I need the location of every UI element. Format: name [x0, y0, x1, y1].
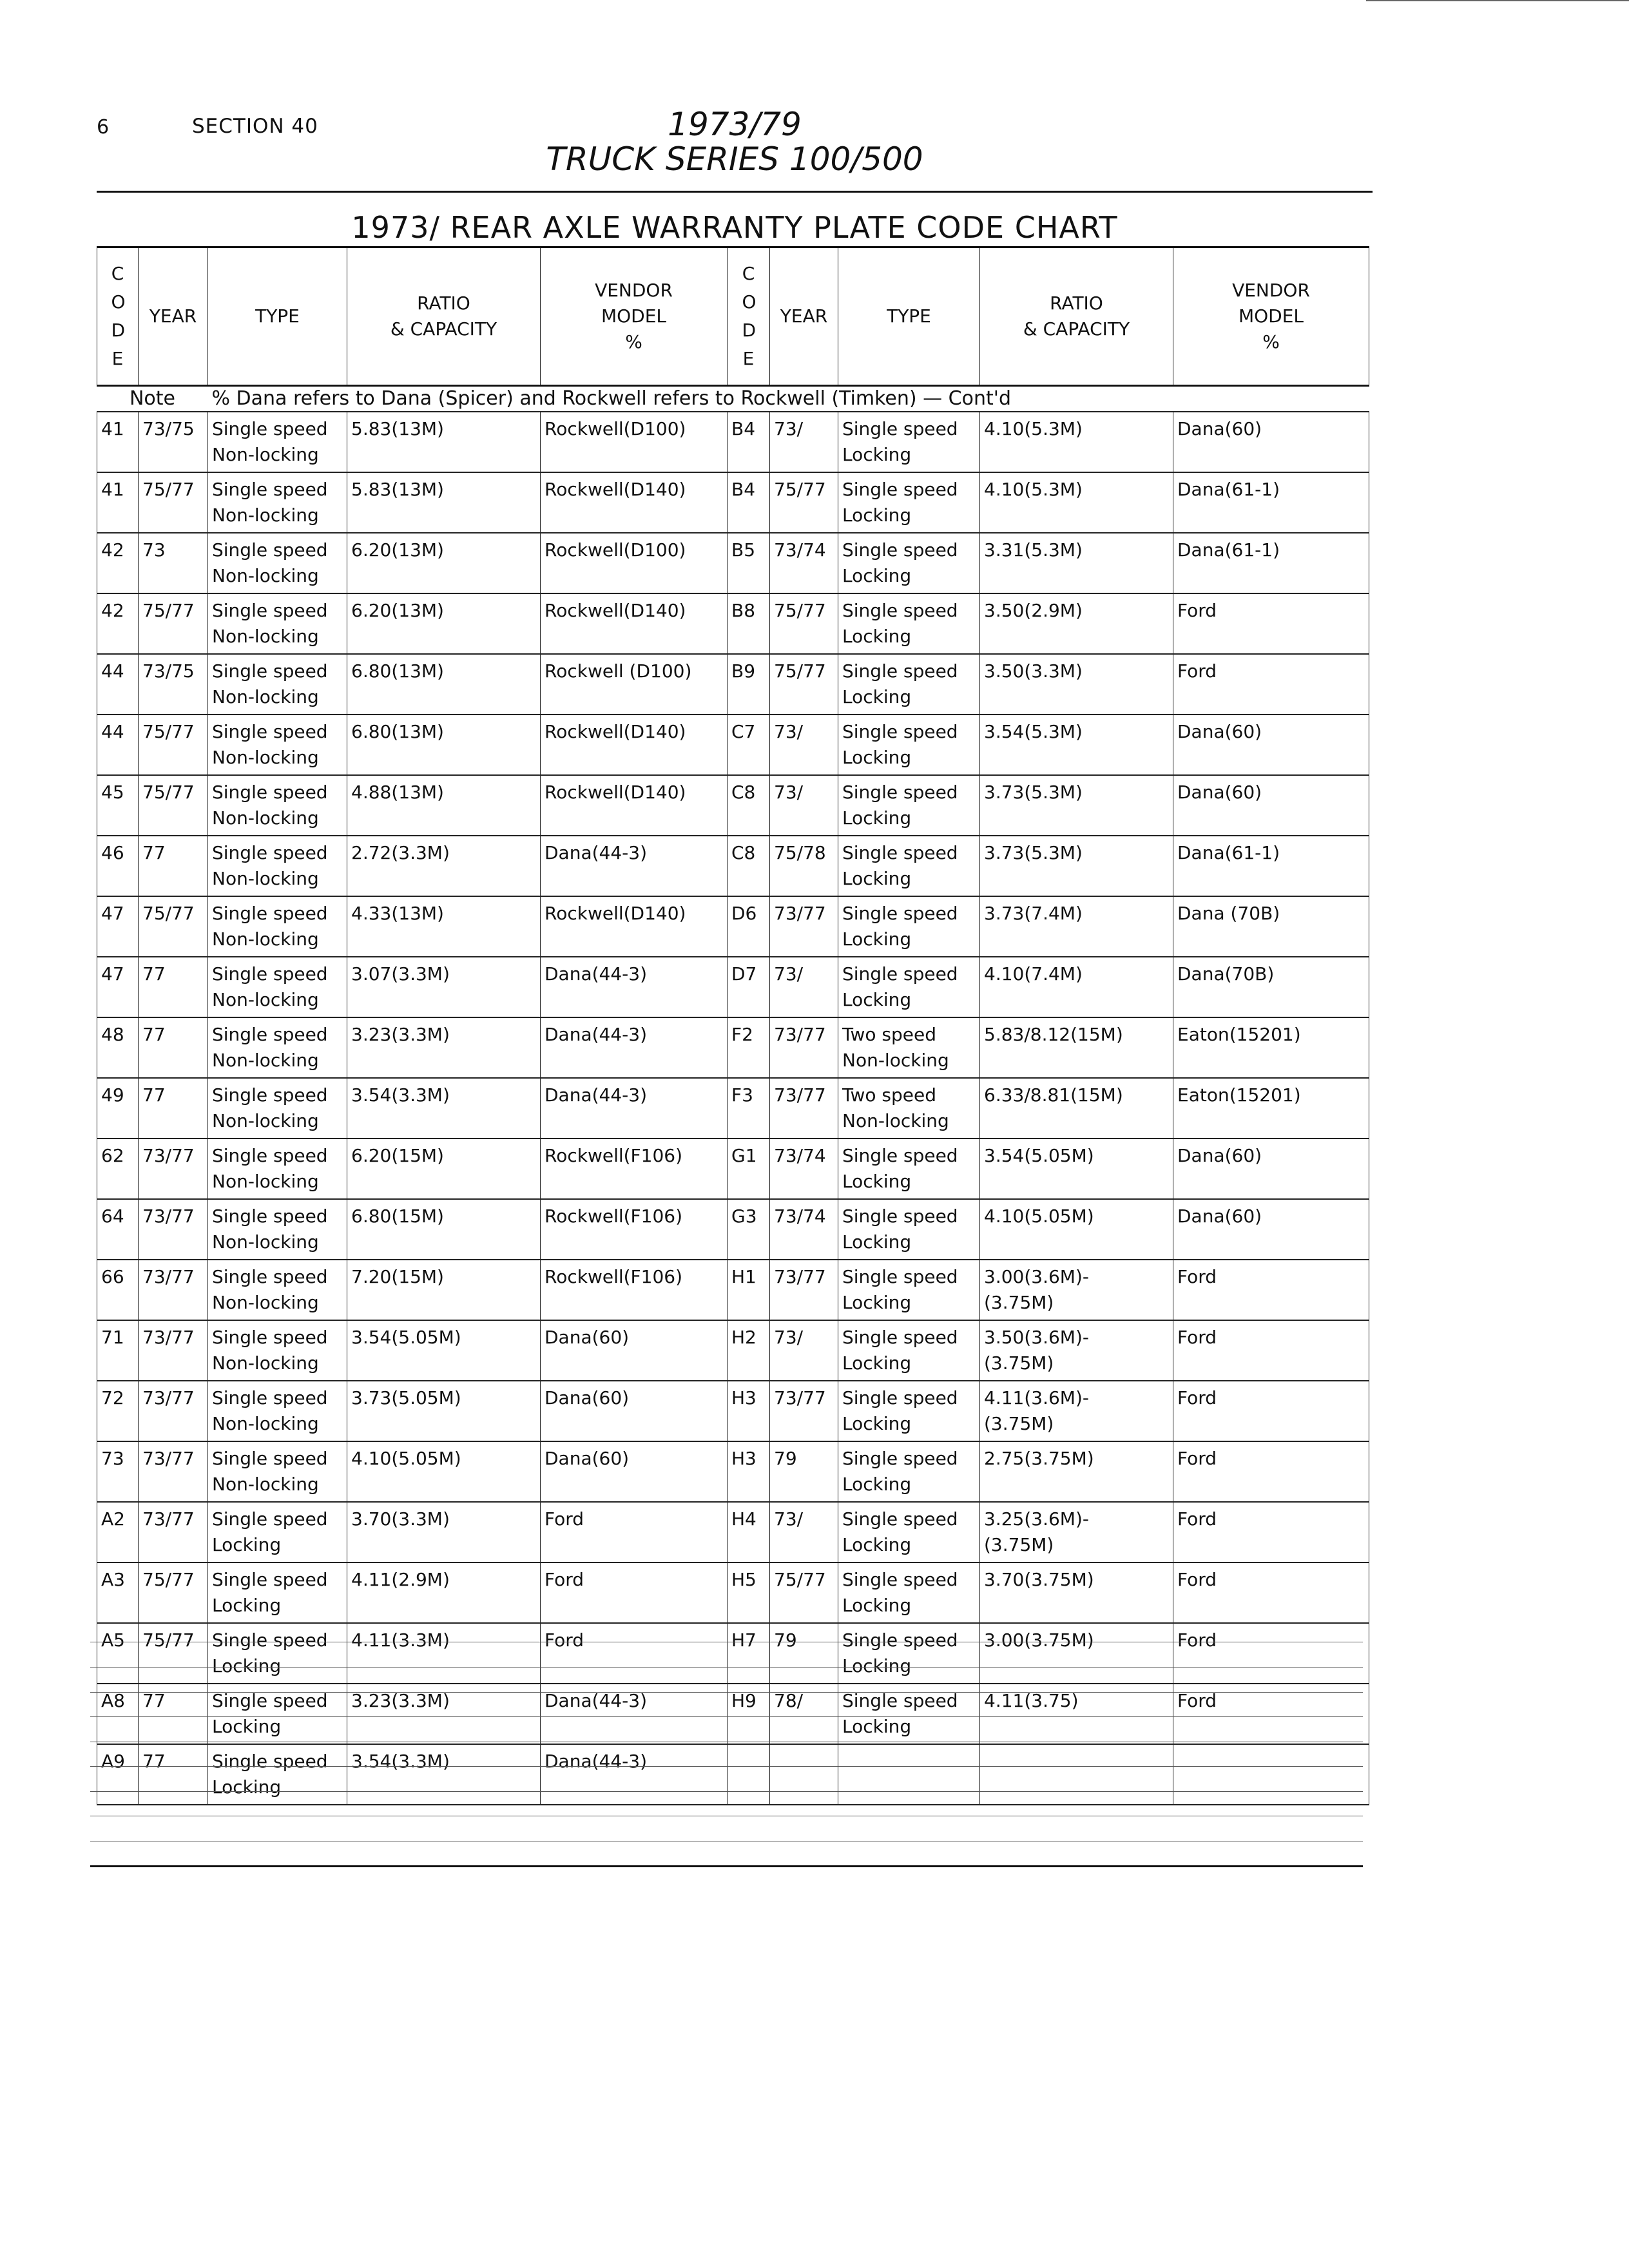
- cell-code: B8: [728, 593, 770, 654]
- cell-vendor: Dana(44-3): [541, 1017, 728, 1078]
- cell-ratio: 6.20(15M): [347, 1139, 541, 1199]
- cell-year: 77: [139, 1744, 208, 1805]
- cell-ratio: 3.31(5.3M): [980, 533, 1173, 593]
- cell-ratio: 4.11(3.75): [980, 1684, 1173, 1744]
- cell-year: 75/77: [139, 472, 208, 533]
- cell-type: Single speed Locking: [838, 896, 980, 957]
- cell-type: Single speed Locking: [838, 1684, 980, 1744]
- cell-ratio: 4.10(5.05M): [347, 1441, 541, 1502]
- table-row: [97, 1199, 1369, 1260]
- cell-type: Two speed Non-locking: [838, 1078, 980, 1139]
- cell-ratio: 4.10(5.05M): [980, 1199, 1173, 1260]
- table-row: [97, 1078, 1369, 1139]
- cell-year: 75/77: [139, 1623, 208, 1684]
- cell-code: D7: [728, 957, 770, 1017]
- cell-year: 73: [139, 533, 208, 593]
- cell-year: 77: [139, 836, 208, 896]
- cell-year: 75/77: [770, 1562, 838, 1623]
- cell-vendor: Ford: [1173, 1320, 1369, 1381]
- cell-ratio: 3.50(3.3M): [980, 654, 1173, 715]
- cell-type: Single speed Locking: [208, 1502, 347, 1562]
- table-row: [97, 1744, 1369, 1805]
- cell-year: 73/74: [770, 533, 838, 593]
- cell-type: Single speed Locking: [838, 1199, 980, 1260]
- cell-ratio: 6.80(13M): [347, 715, 541, 775]
- table-row: [97, 533, 1369, 593]
- table-row: [97, 1502, 1369, 1562]
- cell-code: C8: [728, 775, 770, 836]
- header-code-right: C O D E: [728, 247, 770, 386]
- cell-vendor: Ford: [541, 1562, 728, 1623]
- cell-code: 49: [97, 1078, 139, 1139]
- cell-vendor: Rockwell (D100): [541, 654, 728, 715]
- cell-ratio: 6.80(13M): [347, 654, 541, 715]
- table-row: [97, 1381, 1369, 1441]
- cell-type: Single speed Non-locking: [208, 1441, 347, 1502]
- cell-ratio: 3.54(5.3M): [980, 715, 1173, 775]
- cell-ratio: 3.73(5.3M): [980, 775, 1173, 836]
- cell-ratio: 5.83/8.12(15M): [980, 1017, 1173, 1078]
- cell-ratio: 3.00(3.6M)- (3.75M): [980, 1260, 1173, 1320]
- cell-year: 73/77: [770, 896, 838, 957]
- table-row: [97, 1623, 1369, 1684]
- chart-title: 1973/ REAR AXLE WARRANTY PLATE CODE CHART: [351, 210, 1118, 245]
- cell-code: 48: [97, 1017, 139, 1078]
- cell-type: Single speed Locking: [838, 1562, 980, 1623]
- cell-code: A8: [97, 1684, 139, 1744]
- cell-code: H1: [728, 1260, 770, 1320]
- cell-code: G1: [728, 1139, 770, 1199]
- cell-vendor: Rockwell(D100): [541, 412, 728, 472]
- cell-code: 47: [97, 957, 139, 1017]
- cell-type: Single speed Non-locking: [208, 1139, 347, 1199]
- cell-year: 73/: [770, 412, 838, 472]
- cell-vendor: Ford: [541, 1502, 728, 1562]
- table-row: [97, 1320, 1369, 1381]
- cell-ratio: 3.23(3.3M): [347, 1017, 541, 1078]
- cell-type: Single speed Non-locking: [208, 472, 347, 533]
- cell-code: 41: [97, 472, 139, 533]
- cell-year: 73/77: [139, 1381, 208, 1441]
- cell-vendor: Dana (70B): [1173, 896, 1369, 957]
- cell-code: F2: [728, 1017, 770, 1078]
- cell-vendor: Ford: [1173, 1623, 1369, 1684]
- cell-ratio: 4.33(13M): [347, 896, 541, 957]
- cell-type: Single speed Locking: [838, 775, 980, 836]
- cell-year: 73/74: [770, 1139, 838, 1199]
- cell-type: Single speed Non-locking: [208, 654, 347, 715]
- cell-type: Single speed Non-locking: [208, 412, 347, 472]
- cell-ratio: 6.20(13M): [347, 533, 541, 593]
- table-row: [97, 715, 1369, 775]
- cell-year: 73/77: [770, 1017, 838, 1078]
- table-row: [97, 1017, 1369, 1078]
- cell-code: H3: [728, 1441, 770, 1502]
- cell-ratio: 4.11(2.9M): [347, 1562, 541, 1623]
- cell-code: [728, 1744, 770, 1805]
- cell-vendor: Dana(61-1): [1173, 836, 1369, 896]
- cell-type: Single speed Locking: [838, 1320, 980, 1381]
- cell-year: 75/78: [770, 836, 838, 896]
- cell-type: Single speed Non-locking: [208, 957, 347, 1017]
- cell-type: Single speed Non-locking: [208, 836, 347, 896]
- blank-ruled-line: [90, 1865, 1363, 1867]
- cell-year: 73/: [770, 715, 838, 775]
- cell-vendor: Ford: [1173, 1684, 1369, 1744]
- cell-year: 73/77: [139, 1199, 208, 1260]
- cell-ratio: 7.20(15M): [347, 1260, 541, 1320]
- cell-ratio: 3.73(7.4M): [980, 896, 1173, 957]
- cell-year: 77: [139, 957, 208, 1017]
- cell-year: 73/77: [139, 1260, 208, 1320]
- header-vendor: VENDOR MODEL %: [541, 247, 728, 386]
- cell-vendor: Rockwell(D100): [541, 533, 728, 593]
- cell-vendor: Ford: [1173, 1502, 1369, 1562]
- cell-code: A3: [97, 1562, 139, 1623]
- cell-code: C7: [728, 715, 770, 775]
- cell-year: 73/77: [770, 1381, 838, 1441]
- table-row: [97, 593, 1369, 654]
- cell-code: 73: [97, 1441, 139, 1502]
- cell-vendor: Dana(44-3): [541, 957, 728, 1017]
- blank-ruled-line: [90, 1766, 1363, 1767]
- table-row: [97, 1260, 1369, 1320]
- cell-year: 75/77: [139, 593, 208, 654]
- cell-code: 44: [97, 715, 139, 775]
- cell-vendor: Ford: [541, 1623, 728, 1684]
- table-header-row: [97, 247, 1369, 386]
- cell-ratio: 6.80(15M): [347, 1199, 541, 1260]
- cell-code: H9: [728, 1684, 770, 1744]
- cell-vendor: Dana(44-3): [541, 1744, 728, 1805]
- cell-year: 73/75: [139, 412, 208, 472]
- table-row: [97, 1441, 1369, 1502]
- cell-year: 75/77: [139, 896, 208, 957]
- page-title-line1: 1973/79: [668, 106, 802, 143]
- cell-code: B9: [728, 654, 770, 715]
- cell-code: H5: [728, 1562, 770, 1623]
- cell-vendor: Dana(70B): [1173, 957, 1369, 1017]
- cell-ratio: 4.88(13M): [347, 775, 541, 836]
- cell-vendor: Dana(61-1): [1173, 533, 1369, 593]
- note-label: Note: [97, 386, 208, 412]
- cell-year: 73/: [770, 775, 838, 836]
- cell-code: H2: [728, 1320, 770, 1381]
- cell-vendor: Dana(60): [1173, 1139, 1369, 1199]
- cell-year: 73/75: [139, 654, 208, 715]
- cell-type: Single speed Locking: [838, 1441, 980, 1502]
- cell-ratio: 3.00(3.75M): [980, 1623, 1173, 1684]
- cell-year: 73/: [770, 957, 838, 1017]
- cell-vendor: Dana(60): [541, 1441, 728, 1502]
- cell-code: 42: [97, 533, 139, 593]
- cell-year: 79: [770, 1623, 838, 1684]
- header-type-right: TYPE: [838, 247, 980, 386]
- cell-year: 73/74: [770, 1199, 838, 1260]
- cell-vendor: Rockwell(D140): [541, 896, 728, 957]
- cell-year: 73/: [770, 1320, 838, 1381]
- cell-code: B4: [728, 412, 770, 472]
- cell-vendor: Eaton(15201): [1173, 1017, 1369, 1078]
- cell-vendor: Rockwell(F106): [541, 1260, 728, 1320]
- cell-type: Single speed Locking: [838, 957, 980, 1017]
- cell-vendor: Dana(61-1): [1173, 472, 1369, 533]
- cell-ratio: 5.83(13M): [347, 412, 541, 472]
- cell-ratio: 6.20(13M): [347, 593, 541, 654]
- cell-code: 66: [97, 1260, 139, 1320]
- table-row: [97, 412, 1369, 472]
- cell-vendor: Rockwell(F106): [541, 1199, 728, 1260]
- page-title-line2: TRUCK SERIES 100/500: [546, 140, 923, 178]
- cell-vendor: Dana(60): [1173, 412, 1369, 472]
- cell-year: 73/77: [139, 1502, 208, 1562]
- cell-year: 78/: [770, 1684, 838, 1744]
- cell-code: G3: [728, 1199, 770, 1260]
- blank-ruled-line: [90, 1791, 1363, 1792]
- cell-code: 42: [97, 593, 139, 654]
- section-label: SECTION 40: [192, 115, 318, 138]
- cell-code: 47: [97, 896, 139, 957]
- header-year-right: YEAR: [770, 247, 838, 386]
- cell-type: Single speed Locking: [208, 1684, 347, 1744]
- table-row: [97, 1684, 1369, 1744]
- cell-vendor: Ford: [1173, 1260, 1369, 1320]
- cell-vendor: Ford: [1173, 1441, 1369, 1502]
- cell-code: B4: [728, 472, 770, 533]
- cell-type: Single speed Locking: [838, 1623, 980, 1684]
- cell-code: H3: [728, 1381, 770, 1441]
- cell-ratio: 4.10(7.4M): [980, 957, 1173, 1017]
- cell-year: 75/77: [770, 593, 838, 654]
- cell-year: 79: [770, 1441, 838, 1502]
- cell-ratio: 2.72(3.3M): [347, 836, 541, 896]
- cell-vendor: Dana(44-3): [541, 1078, 728, 1139]
- cell-code: A5: [97, 1623, 139, 1684]
- header-ratio-right: RATIO & CAPACITY: [980, 247, 1173, 386]
- cell-year: 75/77: [770, 654, 838, 715]
- cell-ratio: 3.07(3.3M): [347, 957, 541, 1017]
- cell-ratio: [980, 1744, 1173, 1805]
- cell-code: 46: [97, 836, 139, 896]
- cell-year: 75/77: [139, 775, 208, 836]
- cell-ratio: 4.10(5.3M): [980, 412, 1173, 472]
- cell-ratio: 3.54(5.05M): [980, 1139, 1173, 1199]
- cell-vendor: Rockwell(D140): [541, 472, 728, 533]
- header-code: C O D E: [97, 247, 139, 386]
- cell-type: Single speed Locking: [838, 715, 980, 775]
- cell-vendor: Rockwell(D140): [541, 593, 728, 654]
- cell-year: 73/: [770, 1502, 838, 1562]
- cell-code: 71: [97, 1320, 139, 1381]
- cell-code: 64: [97, 1199, 139, 1260]
- cell-vendor: Dana(44-3): [541, 836, 728, 896]
- cell-code: D6: [728, 896, 770, 957]
- cell-type: Single speed Locking: [838, 1502, 980, 1562]
- cell-type: Single speed Non-locking: [208, 896, 347, 957]
- cell-type: Single speed Locking: [838, 654, 980, 715]
- cell-vendor: [1173, 1744, 1369, 1805]
- cell-type: Single speed Locking: [838, 1260, 980, 1320]
- cell-ratio: 5.83(13M): [347, 472, 541, 533]
- cell-code: 72: [97, 1381, 139, 1441]
- table-row: [97, 472, 1369, 533]
- header-vendor-right: VENDOR MODEL %: [1173, 247, 1369, 386]
- cell-type: Single speed Locking: [208, 1623, 347, 1684]
- cell-type: Two speed Non-locking: [838, 1017, 980, 1078]
- warranty-code-table: [97, 246, 1369, 1805]
- cell-type: Single speed Non-locking: [208, 593, 347, 654]
- cell-ratio: 3.54(3.3M): [347, 1744, 541, 1805]
- cell-type: Single speed Locking: [838, 1139, 980, 1199]
- cell-year: [770, 1744, 838, 1805]
- cell-code: C8: [728, 836, 770, 896]
- cell-type: Single speed Non-locking: [208, 1381, 347, 1441]
- cell-code: 45: [97, 775, 139, 836]
- cell-ratio: 4.10(5.3M): [980, 472, 1173, 533]
- cell-ratio: 3.50(2.9M): [980, 593, 1173, 654]
- cell-code: H7: [728, 1623, 770, 1684]
- cell-type: Single speed Non-locking: [208, 1260, 347, 1320]
- cell-vendor: Ford: [1173, 1381, 1369, 1441]
- cell-year: 77: [139, 1078, 208, 1139]
- cell-ratio: 3.25(3.6M)- (3.75M): [980, 1502, 1173, 1562]
- corner-rule: [1366, 0, 1629, 1]
- cell-vendor: Dana(60): [1173, 775, 1369, 836]
- cell-vendor: Rockwell(D140): [541, 715, 728, 775]
- cell-type: Single speed Locking: [838, 836, 980, 896]
- cell-type: Single speed Non-locking: [208, 1320, 347, 1381]
- cell-type: Single speed Locking: [838, 472, 980, 533]
- cell-type: Single speed Locking: [208, 1744, 347, 1805]
- cell-year: 73/77: [770, 1078, 838, 1139]
- cell-year: 73/77: [139, 1320, 208, 1381]
- note-row: [97, 386, 1369, 412]
- cell-ratio: 3.54(3.3M): [347, 1078, 541, 1139]
- cell-code: H4: [728, 1502, 770, 1562]
- table-row: [97, 896, 1369, 957]
- cell-code: 62: [97, 1139, 139, 1199]
- cell-vendor: Rockwell(D140): [541, 775, 728, 836]
- cell-code: A9: [97, 1744, 139, 1805]
- cell-code: B5: [728, 533, 770, 593]
- cell-vendor: Dana(60): [1173, 715, 1369, 775]
- cell-ratio: 3.54(5.05M): [347, 1320, 541, 1381]
- header-type: TYPE: [208, 247, 347, 386]
- note-text: % Dana refers to Dana (Spicer) and Rockwell refers to Rockwell (Timken) — Cont'd: [208, 386, 1369, 412]
- cell-year: 73/77: [770, 1260, 838, 1320]
- table-row: [97, 1562, 1369, 1623]
- cell-ratio: 3.70(3.75M): [980, 1562, 1173, 1623]
- header-rule: [97, 191, 1373, 193]
- cell-year: 75/77: [139, 715, 208, 775]
- cell-vendor: Dana(44-3): [541, 1684, 728, 1744]
- cell-type: [838, 1744, 980, 1805]
- cell-year: 75/77: [139, 1562, 208, 1623]
- cell-ratio: 2.75(3.75M): [980, 1441, 1173, 1502]
- table-row: [97, 654, 1369, 715]
- cell-vendor: Ford: [1173, 1562, 1369, 1623]
- cell-type: Single speed Locking: [838, 533, 980, 593]
- cell-type: Single speed Non-locking: [208, 715, 347, 775]
- table-row: [97, 957, 1369, 1017]
- cell-year: 73/77: [139, 1441, 208, 1502]
- cell-type: Single speed Non-locking: [208, 533, 347, 593]
- cell-ratio: 3.23(3.3M): [347, 1684, 541, 1744]
- cell-type: Single speed Non-locking: [208, 775, 347, 836]
- cell-vendor: Rockwell(F106): [541, 1139, 728, 1199]
- cell-ratio: 3.73(5.05M): [347, 1381, 541, 1441]
- cell-vendor: Dana(60): [1173, 1199, 1369, 1260]
- cell-year: 75/77: [770, 472, 838, 533]
- cell-ratio: 3.73(5.3M): [980, 836, 1173, 896]
- cell-code: F3: [728, 1078, 770, 1139]
- cell-type: Single speed Non-locking: [208, 1199, 347, 1260]
- blank-ruled-line: [90, 1716, 1363, 1717]
- cell-year: 73/77: [139, 1139, 208, 1199]
- cell-type: Single speed Locking: [838, 593, 980, 654]
- cell-vendor: Ford: [1173, 593, 1369, 654]
- cell-ratio: 6.33/8.81(15M): [980, 1078, 1173, 1139]
- header-ratio: RATIO & CAPACITY: [347, 247, 541, 386]
- cell-ratio: 3.70(3.3M): [347, 1502, 541, 1562]
- table-row: [97, 1139, 1369, 1199]
- cell-code: 41: [97, 412, 139, 472]
- cell-ratio: 4.11(3.3M): [347, 1623, 541, 1684]
- cell-ratio: 3.50(3.6M)- (3.75M): [980, 1320, 1173, 1381]
- cell-ratio: 4.11(3.6M)- (3.75M): [980, 1381, 1173, 1441]
- cell-year: 77: [139, 1684, 208, 1744]
- cell-vendor: Dana(60): [541, 1320, 728, 1381]
- cell-vendor: Eaton(15201): [1173, 1078, 1369, 1139]
- cell-type: Single speed Non-locking: [208, 1017, 347, 1078]
- cell-code: A2: [97, 1502, 139, 1562]
- cell-type: Single speed Locking: [838, 412, 980, 472]
- cell-type: Single speed Locking: [838, 1381, 980, 1441]
- cell-year: 77: [139, 1017, 208, 1078]
- table-row: [97, 836, 1369, 896]
- table-row: [97, 775, 1369, 836]
- cell-type: Single speed Non-locking: [208, 1078, 347, 1139]
- page-number: 6: [97, 116, 110, 139]
- cell-vendor: Ford: [1173, 654, 1369, 715]
- cell-type: Single speed Locking: [208, 1562, 347, 1623]
- blank-ruled-line: [90, 1692, 1363, 1693]
- header-year: YEAR: [139, 247, 208, 386]
- cell-vendor: Dana(60): [541, 1381, 728, 1441]
- cell-code: 44: [97, 654, 139, 715]
